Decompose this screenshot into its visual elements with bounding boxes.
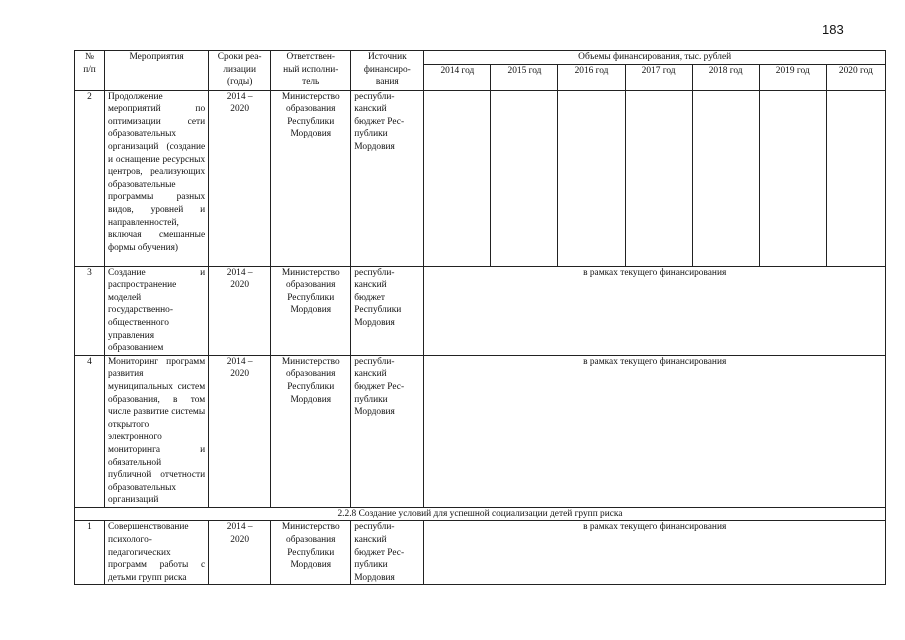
financing-cell xyxy=(558,90,625,266)
row-responsible: Министерство образования Республики Мордовия xyxy=(271,90,351,266)
header-responsible: Ответствен- ный исполни- тель xyxy=(271,51,351,91)
header-year: 2016 год xyxy=(558,64,625,90)
row-source: республи- канский бюджет Рес- публики Мордовия xyxy=(351,355,424,507)
row-terms: 2014 – 2020 xyxy=(209,355,271,507)
header-year: 2014 год xyxy=(424,64,491,90)
page-number: 183 xyxy=(822,22,844,37)
table-row xyxy=(75,521,886,585)
row-measure: Мониторинг программ развития муниципальных систем образования, в том числе развитие системы открытого электронного мониторинга и обязательной публичной отчетности образовательных организаций xyxy=(105,355,209,507)
row-num: 4 xyxy=(75,355,105,507)
financing-cell xyxy=(625,90,692,266)
financing-cell xyxy=(826,90,885,266)
header-year: 2020 год xyxy=(826,64,885,90)
financing-note: в рамках текущего финансирования xyxy=(424,521,886,585)
row-num: 3 xyxy=(75,266,105,355)
row-source: республи- канский бюджет Рес- публики Мордовия xyxy=(351,521,424,585)
financing-note: в рамках текущего финансирования xyxy=(424,266,886,355)
header-num: № п/п xyxy=(75,51,105,91)
row-source: республи- канский бюджет Рес- публики Мордовия xyxy=(351,90,424,266)
financing-cell xyxy=(491,90,558,266)
section-title: 2.2.8 Создание условий для успешной социализации детей групп риска xyxy=(75,507,886,521)
row-terms: 2014 – 2020 xyxy=(209,90,271,266)
table-row xyxy=(75,266,886,355)
header-year: 2015 год xyxy=(491,64,558,90)
header-volumes: Объемы финансирования, тыс. рублей xyxy=(424,51,886,65)
row-terms: 2014 – 2020 xyxy=(209,266,271,355)
row-terms: 2014 – 2020 xyxy=(209,521,271,585)
row-source: республи- канский бюджет Республики Мордовия xyxy=(351,266,424,355)
table-row xyxy=(75,90,886,266)
financing-table xyxy=(74,50,886,585)
row-measure: Совершенствование психолого-педагогических программ работы с детьми групп риска xyxy=(105,521,209,585)
table-row xyxy=(75,355,886,507)
row-responsible: Министерство образования Республики Мордовия xyxy=(271,355,351,507)
header-year: 2018 год xyxy=(692,64,759,90)
row-num: 2 xyxy=(75,90,105,266)
financing-cell xyxy=(692,90,759,266)
row-responsible: Министерство образования Республики Мордовия xyxy=(271,521,351,585)
header-year: 2019 год xyxy=(759,64,826,90)
financing-cell xyxy=(424,90,491,266)
row-num: 1 xyxy=(75,521,105,585)
row-responsible: Министерство образования Республики Мордовия xyxy=(271,266,351,355)
section-row xyxy=(75,507,886,521)
header-measures: Мероприятия xyxy=(105,51,209,91)
header-terms: Сроки реа- лизации (годы) xyxy=(209,51,271,91)
header-year: 2017 год xyxy=(625,64,692,90)
financing-cell xyxy=(759,90,826,266)
row-measure: Создание и распространение моделей государственно-общественного управления образованием xyxy=(105,266,209,355)
row-measure: Продолжение мероприятий по оптимизации сети образовательных организаций (создание и оснащение ресурсных центров, реализующих образовательные программы разных видов, уровней и направленностей, включая смешанные формы обучения) xyxy=(105,90,209,266)
financing-note: в рамках текущего финансирования xyxy=(424,355,886,507)
header-source: Источник финансиро- вания xyxy=(351,51,424,91)
